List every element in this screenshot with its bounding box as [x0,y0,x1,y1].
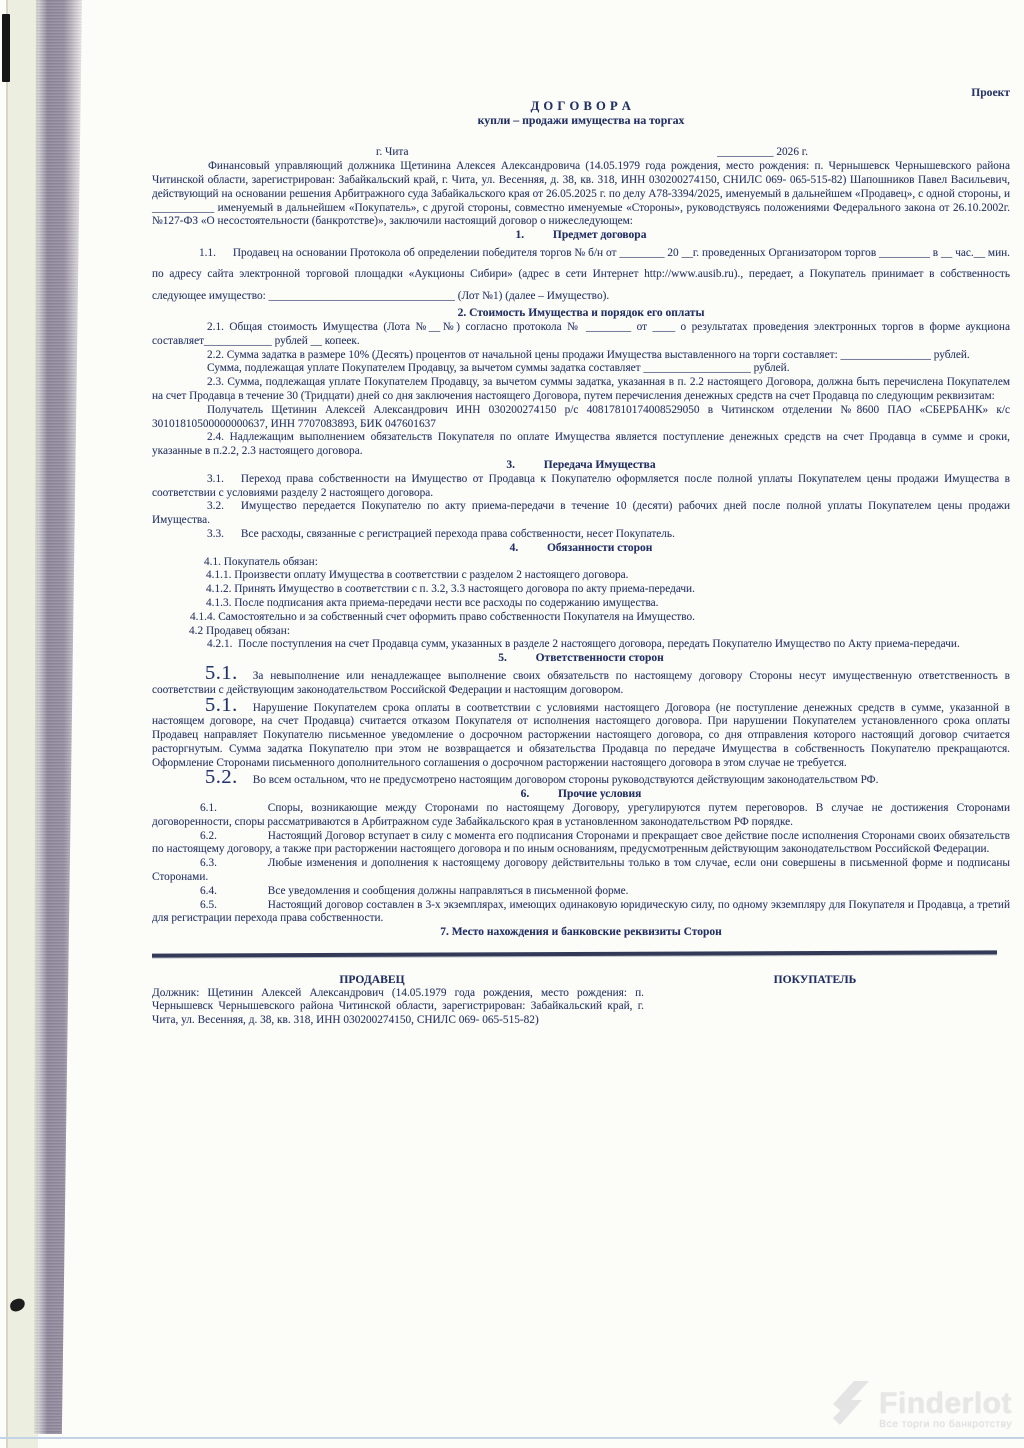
clause-5-2 [152,766,1010,789]
payment-details: Получатель Щетинин Алексей Александрович ИНН 030200274150 р/с 40817810174008529050 в Читинском отделении №8600 ПАО «СБЕРБАНК» к/с 30101810500000000637, ИНН 7707083893, БИК 047601637 [152,403,1010,430]
clause-text: Во всем остальном, что не предусмотрено настоящим договором стороны руководствуются действующим законодательством РФ. [252,774,879,787]
clause-6-2: 6.2. Настоящий Договор вступает в силу с момента его подписания Сторонами и прекращает свое действие после исполнения Сторонами своих обязательств по настоящему договору, а также при расторжении настоящего договора и по иным основаниям, предусмотренным действующим законодательством Российской Федерации. [152,829,1010,856]
section-6-heading: 6. Прочие условия [520,788,642,801]
clause-4-1-4: 4.1.4. Самостоятельно и за собственный счет оформить право собственности Покупателя на Имущество. [190,610,695,623]
clause-4-1: 4.1. Покупатель обязан: [204,555,318,568]
clause-4-1-3: 4.1.3. После подписания акта приема-передачи нести все расходы по содержанию имущества. [206,596,659,609]
place-date-row [152,146,1010,160]
section-4-heading: 4. Обязанности сторон [509,541,653,554]
clause-2-3: 2.3. Сумма, подлежащая уплате Покупателем Продавцу, за вычетом суммы задатка, указанная в п. 2.2 настоящего Договора, должна быть перечислена Покупателем на счет Продавца в течение 30 (Тридцати) дней со дня заключения настоящего Договора, путем перечисления денежных средств на счет Продавца по следующим реквизитам: [152,376,1010,402]
clause-text: Нарушение Покупателем срока оплаты в соответствии с условиями настоящего Договора (не поступление денежных средств в сумме, указанной в настоящем договоре, на счет Продавца) считается отказом Покупателя от исполнения настоящего договора. При нарушении Покупателем установленного срока оплаты Продавец направляет Покупателю письменное уведомление о досрочном расторжении настоящего договора, со дня отправления которого настоящий договор считается расторгнутым. Сумма задатка Покупателю при этом не возвращается и обязательства Продавца по передаче Имущества в собственность Покупателю прекращаются. Оформление Сторонами письменного дополнительного соглашения о досрочном расторжении настоящего договора в этом случае не требуется. [152,701,1010,769]
document-body [152,86,1010,1028]
buyer-title: ПОКУПАТЕЛЬ [773,973,857,987]
clause-6-5: 6.5. Настоящий договор составлен в 3-х экземплярах, имеющих одинаковую юридическую силу, по одному экземпляру для Покупателя и Продавца, а третий для регистрации перехода права собственности. [152,898,1010,925]
clause-6-4: 6.4. Все уведомления и сообщения должны направляться в письменной форме. [200,884,629,897]
section-7-heading: 7. Место нахождения и банковские реквизиты Сторон [440,926,722,939]
seller-title: ПРОДАВЕЦ [339,973,405,987]
clause-number: 5.1. [205,661,238,684]
clause-1-1: 1.1. Продавец на основании Протокола об определении победителя торгов № б/н от ________ 20 __г. проведенных Организатором торгов _________ в __ час.__ мин. по адресу сайта электронной торговой площадки «Аукционы Сибири» (адрес в сети Интернет http://www.ausib.ru)., передает, а Покупатель принимает в собственность следующее имущество: _________________________________ (Лот №1) (далее – Имущество). [152,246,1010,302]
clause-text: За невыполнение или ненадлежащее выполнение своих обязательств по настоящему договору Стороны несут имущественную ответственность в соответствии с действующим законодательством Российской Федерации и настоящим договором. [152,669,1010,696]
seller-column [152,973,650,1028]
clause-5-1a [152,661,1010,698]
clause-3-3: 3.3. Все расходы, связанные с регистрацией перехода права собственности, несет Покупатель. [207,527,675,540]
section-2-heading: 2. Стоимость Имущества и порядок его оплаты [457,307,705,320]
scan-edge-dark-band [34,0,82,1434]
clause-number: 5.1. [205,693,238,716]
clause-4-1-2: 4.1.2. Принять Имущество в соответствии с п. 3.2, 3.3 настоящего договора по акту приема-передачи. [206,583,695,596]
section-1-heading: 1. Предмет договора [515,229,647,242]
signature-divider [152,950,997,957]
finderlot-watermark [824,1380,1012,1439]
doc-subtitle: купли – продажи имущества на торгах [477,112,685,127]
watermark-tagline: Все торги по банкротству [879,1417,1012,1430]
clause-3-1: 3.1. Переход права собственности на Имущество от Продавца к Покупателю оформляется после полной уплаты Покупателем цены продажи Имущества в соответствии с условиями разделу 2 настоящего договора. [152,472,1010,499]
doc-title: Д О Г О В О Р А [530,98,632,113]
clause-number: 5.2. [205,766,238,789]
clause-2-4: 2.4. Надлежащим выполнением обязательств Покупателя по оплате Имущества является поступление денежных средств на счет Продавца в сумме и сроки, указанные в п.2.2, 2.3 настоящего договора. [152,431,1010,458]
clause-6-1: 6.1. Споры, возникающие между Сторонами по настоящему Договору, урегулируются путем переговоров. В случае не достижения Сторонами договоренности, споры рассматриваются в Арбитражном суде Забайкальского края в установленном законодательством РФ порядке. [152,802,1010,828]
draft-stamp: Проект [971,86,1010,99]
intro-paragraph: Финансовый управляющий должника Щетинина Алексея Александровича (14.05.1979 года рождения, место рождения: п. Чернышевск Чернышевского района Читинской области, зарегистрирован: Забайкальский край, г. Чита, ул. Весенняя, д. 38, кв. 318, ИНН 030200274150, СНИЛС 069- 065-515-82) Шапошников Павел Васильевич, действующий на основании решения Арбитражного суда Забайкальского края от 26.05.2025 г. по делу А78-3394/2025, именуемый в дальнейшем «Продавец», с одной стороны, и ___________ именуемый в дальнейшем «Покупатель», с другой стороны, совместно именуемые «Стороны», руководствуясь положениями Федерального закона от 26.10.2002г. №127-ФЗ «О несостоятельности (банкротстве)», заключили настоящий договор о нижеследующем: [152,160,1010,228]
scan-edge-pale-strip [8,0,38,1448]
signature-block [152,973,1010,1028]
watermark-brand: Finderlot [879,1386,1012,1420]
clause-6-3: 6.3. Любые изменения и дополнения к настоящему договору действительны только в том случае, если они совершены в письменной форме и подписаны Сторонами. [152,857,1010,884]
seller-details: Должник: Щетинин Алексей Александрович (14.05.1979 года рождения, место рождения: п. Чернышевск Чернышевского района Читинской области, зарегистрирован: Забайкальский край, г. Чита, ул. Весенняя, д. 38, кв. 318, ИНН 030200274150, СНИЛС 069- 065-515-82) [152,986,644,1027]
finderlot-logo-icon [824,1380,870,1439]
section-3-heading: 3. Передача Имущества [506,458,656,471]
clause-2-2-continued: Сумма, подлежащая уплате Покупателем Продавцу, за вычетом суммы задатка составляет ___________________ рублей. [207,362,790,375]
date-blank: __________ 2026 г. [717,146,808,159]
clause-4-2: 4.2 Продавец обязан: [189,624,290,637]
clause-4-2-1: 4.2.1. После поступления на счет Продавца сумм, указанных в разделе 2 настоящего договора, передать Покупателю Имущество по Акту приема-передачи. [207,638,960,651]
scan-corner-mark [2,14,10,82]
clause-3-2: 3.2. Имущество передается Покупателю по акту приема-передачи в течение 10 (десяти) рабочих дней после полной уплаты Покупателем цены продажи Имущества. [152,500,1010,527]
clause-2-1: 2.1. Общая стоимость Имущества (Лота №__№) согласно протокола № ________ от ____ о результатах проведения электронных торгов в форме аукциона составляет____________ рублей __ копеек. [152,320,1010,347]
clause-4-1-1: 4.1.1. Произвести оплату Имущества в соответствии с разделом 2 настоящего договора. [206,569,629,582]
clause-5-1b [152,693,1010,771]
section-5-heading: 5. Ответственности сторон [498,652,664,665]
place-label: г. Чита [376,146,409,159]
buyer-column [650,973,1010,1028]
clause-2-2: 2.2. Сумма задатка в размере 10% (Десять) процентов от начальной цены продажи Имущества выставленного на торги составляет: ________________ рублей. [207,348,970,361]
